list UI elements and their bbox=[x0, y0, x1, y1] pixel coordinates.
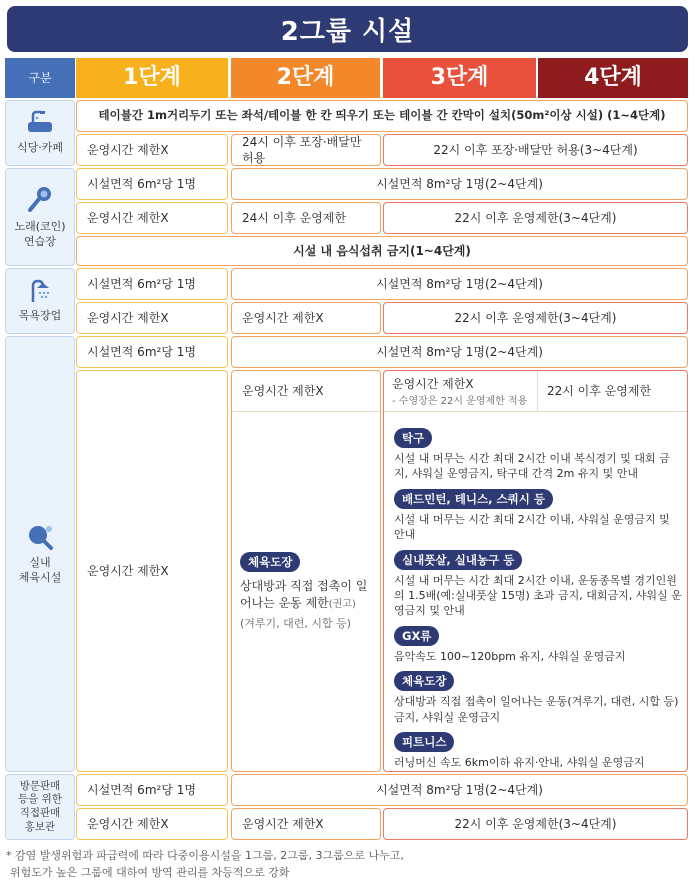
sports-item-gx bbox=[394, 625, 682, 664]
dojo-badge: 체육도장 bbox=[240, 552, 300, 572]
item-text: 시설 내 머무는 시간 최대 2시간 이내, 샤워실 운영금지 및 안내 bbox=[394, 512, 670, 542]
restaurant-stage34: 22시 이후 포장·배달만 허용(3~4단계) bbox=[383, 134, 688, 166]
karaoke-area-stage1: 시설면적 6m²당 1명 bbox=[76, 168, 228, 200]
item-badge: 피트니스 bbox=[394, 732, 454, 752]
sports-item-fitness bbox=[394, 731, 682, 770]
row-label-bath bbox=[5, 268, 75, 334]
row-label-restaurant-text: 식당·카페 bbox=[16, 141, 63, 155]
sports-time-stage2: 운영시간 제한X bbox=[242, 383, 324, 398]
sports-detail-list bbox=[394, 427, 682, 770]
restaurant-sink-icon bbox=[25, 110, 55, 136]
item-text: 시설 내 머무는 시간 최대 2시간 이내, 운동종목별 경기인원의 1.5배(예:실내풋살 15명) 초과 금지, 대회금지, 샤워실 운영금지 및 안내 bbox=[394, 573, 682, 618]
sales-area-stage1: 시설면적 6m²당 1명 bbox=[76, 774, 228, 806]
item-badge: 배드민턴, 테니스, 스쿼시 등 bbox=[394, 489, 553, 509]
sales-time-stage34: 22시 이후 운영제한(3~4단계) bbox=[383, 808, 688, 840]
sports-time-stage3 bbox=[392, 375, 537, 407]
row-label-sales-text: 방문판매 등을 위한 직접판매 홍보관 bbox=[18, 779, 62, 833]
shower-icon bbox=[27, 278, 53, 304]
item-text: 시설 내 머무는 시간 최대 2시간 이내 복식경기 및 대회 금지, 샤워실 운영금지, 탁구대 간격 2m 유지 및 안내 bbox=[394, 452, 670, 481]
header-stage-3: 3단계 bbox=[383, 58, 536, 98]
karaoke-area-stage24: 시설면적 8m²당 1명(2~4단계) bbox=[231, 168, 688, 200]
sports-time-stage1: 운영시간 제한X bbox=[76, 370, 228, 772]
item-badge: 실내풋살, 실내농구 등 bbox=[394, 550, 522, 570]
page-title: 2그룹 시설 bbox=[7, 6, 688, 52]
restaurant-stage2: 24시 이후 포장·배달만 허용 bbox=[231, 134, 381, 166]
sports-time-stage3-text: 운영시간 제한X bbox=[392, 377, 474, 391]
header-category: 구분 bbox=[5, 58, 75, 98]
item-text: 음악속도 100~120bpm 유지, 샤워실 운영금지 bbox=[394, 649, 626, 663]
row-label-restaurant bbox=[5, 100, 75, 166]
sales-time-stage1: 운영시간 제한X bbox=[76, 808, 228, 840]
sales-time-stage2: 운영시간 제한X bbox=[231, 808, 381, 840]
sports-item-futsal bbox=[394, 549, 682, 619]
karaoke-time-stage34: 22시 이후 운영제한(3~4단계) bbox=[383, 202, 688, 234]
item-text: 러닝머신 속도 6km이하 유지·안내, 샤워실 운영금지 bbox=[394, 755, 645, 769]
sports-item-table-tennis bbox=[394, 427, 682, 482]
item-text: 상대방과 직접 접촉이 일어나는 운동(겨루기, 대련, 시합 등) 금지, 샤워실 운영금지 bbox=[394, 695, 679, 724]
bath-area-stage1: 시설면적 6m²당 1명 bbox=[76, 268, 228, 300]
row-label-sports-text: 실내 체육시설 bbox=[18, 555, 62, 584]
sports-area-stage1: 시설면적 6m²당 1명 bbox=[76, 336, 228, 368]
dojo-recommend: (권고) bbox=[328, 599, 356, 611]
row-label-karaoke-text: 노래(코인) 연습장 bbox=[14, 219, 66, 248]
sales-area-stage24: 시설면적 8m²당 1명(2~4단계) bbox=[231, 774, 688, 806]
row-label-sports bbox=[5, 336, 75, 772]
row-label-sales bbox=[5, 774, 75, 840]
header-stage-1: 1단계 bbox=[76, 58, 228, 98]
karaoke-time-stage1: 운영시간 제한X bbox=[76, 202, 228, 234]
dojo-rule bbox=[240, 578, 376, 613]
sports-time-stage4: 22시 이후 운영제한 bbox=[547, 383, 652, 398]
ping-pong-paddle-icon bbox=[26, 523, 54, 551]
footnote bbox=[6, 848, 404, 881]
header-stage-2: 2단계 bbox=[231, 58, 380, 98]
sports-item-dojo bbox=[394, 670, 682, 725]
row-label-karaoke bbox=[5, 168, 75, 266]
microphone-icon bbox=[26, 185, 54, 215]
dojo-rule-text: 상대방과 직접 접촉이 일어나는 운동 제한 bbox=[240, 579, 368, 611]
swimming-pool-note: - 수영장은 22시 운영제한 적용 bbox=[392, 396, 528, 407]
item-badge: 체육도장 bbox=[394, 671, 454, 691]
bath-time-stage2: 운영시간 제한X bbox=[231, 302, 381, 334]
sports-stage2-column bbox=[231, 370, 381, 772]
sports-stage34-column bbox=[383, 370, 688, 772]
bath-time-stage34: 22시 이후 운영제한(3~4단계) bbox=[383, 302, 688, 334]
restaurant-distancing-rule: 테이블간 1m거리두기 또는 좌석/테이블 한 칸 띄우기 또는 테이블 간 칸막이 설치(50m²이상 시설) (1~4단계) bbox=[76, 100, 688, 132]
dojo-note: (겨루기, 대련, 시합 등) bbox=[240, 616, 352, 630]
karaoke-time-stage2: 24시 이후 운영제한 bbox=[231, 202, 381, 234]
bath-time-stage1: 운영시간 제한X bbox=[76, 302, 228, 334]
sports-area-stage24: 시설면적 8m²당 1명(2~4단계) bbox=[231, 336, 688, 368]
footnote-line-2: 위험도가 높은 그룹에 대하여 방역 관리를 차등적으로 강화 bbox=[10, 865, 290, 879]
item-badge: GX류 bbox=[394, 626, 439, 646]
sports-stage2-dojo bbox=[240, 551, 376, 631]
karaoke-food-rule: 시설 내 음식섭취 금지(1~4단계) bbox=[76, 236, 688, 266]
header-stage-4: 4단계 bbox=[538, 58, 688, 98]
item-badge: 탁구 bbox=[394, 428, 432, 448]
footnote-line-1: * 감염 발생위험과 파급력에 따라 다중이용시설을 1그룹, 2그룹, 3그룹으로 나누고, bbox=[6, 849, 404, 862]
sports-item-badminton bbox=[394, 488, 682, 543]
bath-area-stage24: 시설면적 8m²당 1명(2~4단계) bbox=[231, 268, 688, 300]
row-label-bath-text: 목욕장업 bbox=[18, 309, 62, 323]
restaurant-stage1: 운영시간 제한X bbox=[76, 134, 228, 166]
